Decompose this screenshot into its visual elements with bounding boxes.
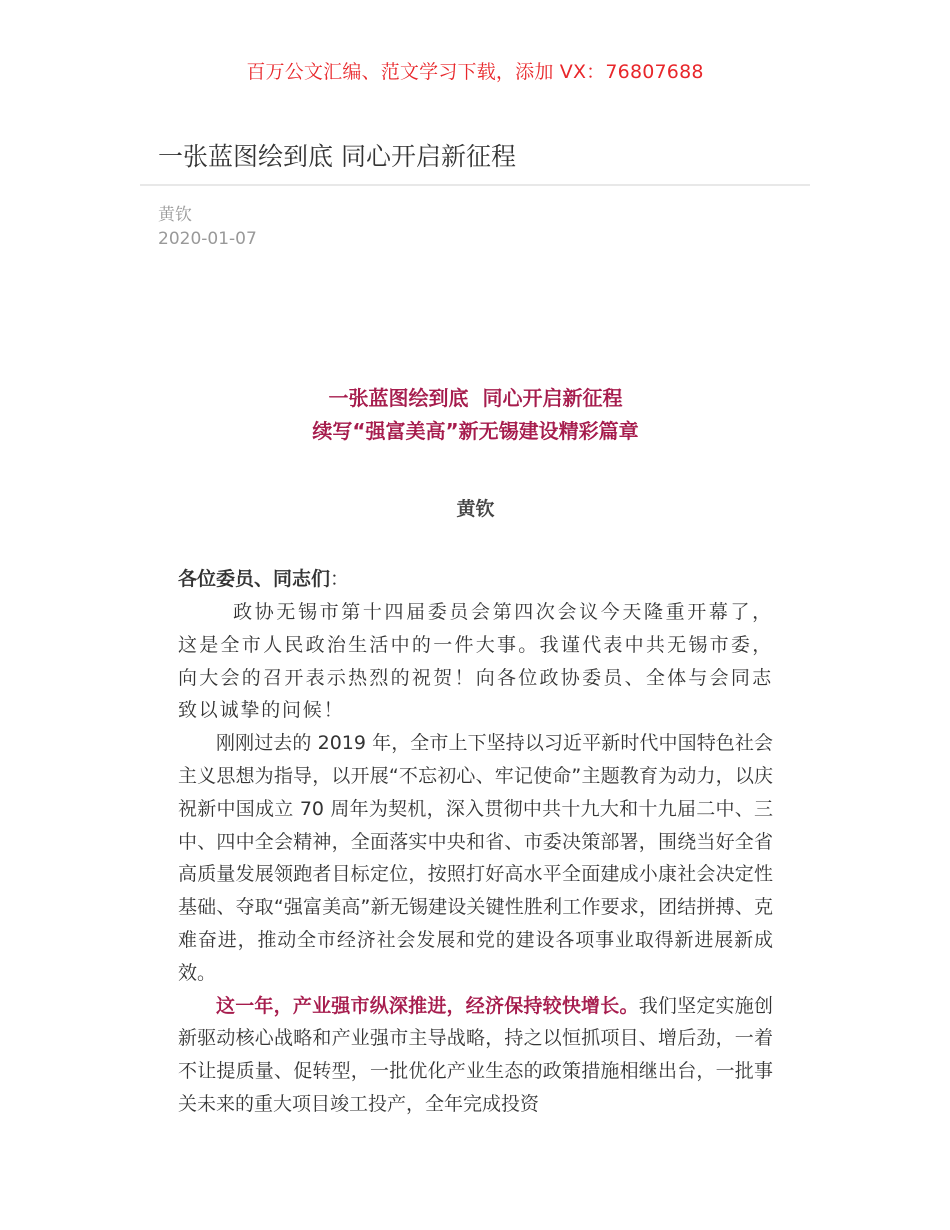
salutation-colon: ： [330,568,350,590]
headline-line-1: 一张蓝图绘到底 同心开启新征程 [328,386,623,410]
article-title: 一张蓝图绘到底 同心开启新征程 [158,142,516,171]
salutation [178,563,773,596]
title-divider [140,184,810,186]
paragraph-1: 政协无锡市第十四届委员会第四次会议今天隆重开幕了，这是全市人民政治生活中的一件大事。我谨代表中共无锡市委，向大会的召开表示热烈的祝贺！向各位政协委员、全体与会同志致以诚挚的问候！ [178,601,773,722]
paragraph-3-text: 我们坚定实施创新驱动核心战略和产业强市主导战略，持之以恒抓项目、增后劲，一着不让提质量、促转型，一批优化产业生态的政策措施相继出台，一批事关未来的重大项目竣工投产，全年完成投资 [178,994,773,1115]
paragraph-2: 刚刚过去的 2019 年，全市上下坚持以习近平新时代中国特色社会主义思想为指导，以开展“不忘初心、牢记使命”主题教育为动力，以庆祝新中国成立 70 周年为契机，深入贯彻中共十九大和十九届二中、三中、四中全会精神，全面落实中央和省、市委决策部署，围绕当好全省高质量发展领跑者目标定位，按照打好高水平全面建成小康社会决定性基础、夺取“强富美高”新无锡建设关键性胜利工作要求，团结拼搏、克难奋进，推动全市经济社会发展和党的建设各项事业取得新进展新成效。 [178,732,773,984]
paragraph-3 [178,990,773,1121]
byline: 黄钦 [456,498,495,520]
article-date: 2020-01-07 [158,229,257,249]
watermark-banner: 百万公文汇编、范文学习下载，添加 VX：76807688 [246,61,704,83]
headline-line-2: 续写“强富美高”新无锡建设精彩篇章 [312,419,639,443]
article-meta [158,203,257,251]
paragraph-3-highlight: 这一年，产业强市纵深推进，经济保持较快增长。 [216,994,639,1017]
salutation-text: 各位委员、同志们 [178,568,331,590]
article-author: 黄钦 [158,205,192,225]
article-body [178,382,773,1121]
